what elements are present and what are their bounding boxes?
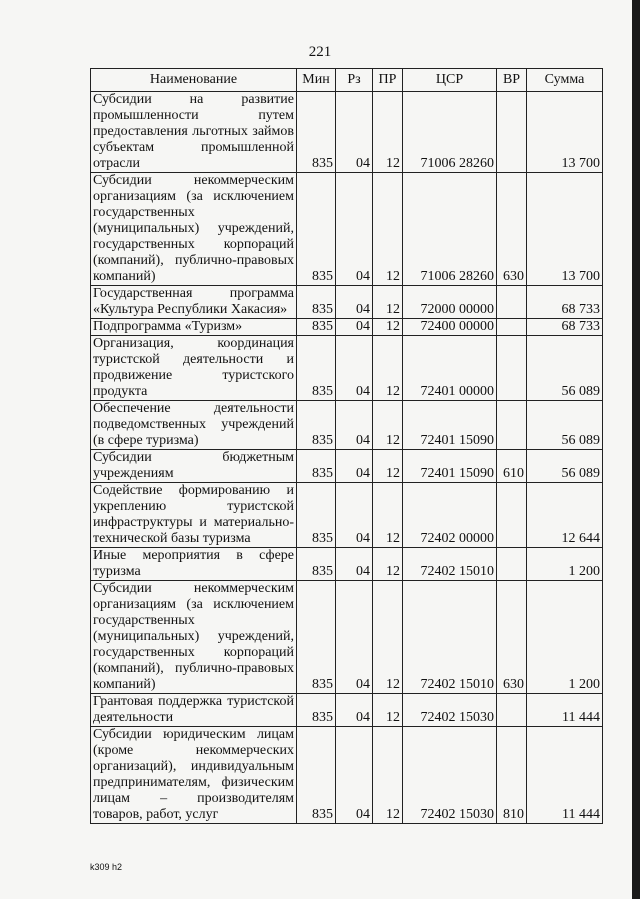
- row-pr: 12: [373, 694, 403, 727]
- row-pr: 12: [373, 336, 403, 401]
- table-row: [91, 694, 603, 727]
- row-csr: 72402 00000: [403, 483, 497, 548]
- row-sum: 11 444: [527, 694, 603, 727]
- row-min: 835: [297, 319, 336, 336]
- row-sum: 56 089: [527, 450, 603, 483]
- row-sum: 68 733: [527, 286, 603, 319]
- row-rz: 04: [336, 286, 373, 319]
- row-name: Подпрограмма «Туризм»: [91, 319, 297, 336]
- row-sum: 13 700: [527, 173, 603, 286]
- header-csr: ЦСР: [403, 69, 497, 92]
- row-vr: 610: [497, 450, 527, 483]
- row-vr: [497, 336, 527, 401]
- header-vr: ВР: [497, 69, 527, 92]
- row-vr: [497, 319, 527, 336]
- scan-edge: [632, 0, 640, 899]
- row-min: 835: [297, 581, 336, 694]
- row-min: 835: [297, 727, 336, 824]
- row-pr: 12: [373, 727, 403, 824]
- row-name: Иные мероприятия в сфере туризма: [91, 548, 297, 581]
- row-pr: 12: [373, 319, 403, 336]
- row-pr: 12: [373, 286, 403, 319]
- row-name: Субсидии юридическим лицам (кроме некоммерческих организаций), индивидуальным предпринимателям, физическим лицам – производителям товаров, работ, услуг: [91, 727, 297, 824]
- table-row: [91, 727, 603, 824]
- row-csr: 72402 15030: [403, 727, 497, 824]
- header-rz: Рз: [336, 69, 373, 92]
- row-sum: 12 644: [527, 483, 603, 548]
- row-csr: 72401 15090: [403, 450, 497, 483]
- row-min: 835: [297, 92, 336, 173]
- table-row: [91, 450, 603, 483]
- table-row: [91, 401, 603, 450]
- row-min: 835: [297, 548, 336, 581]
- row-sum: 56 089: [527, 336, 603, 401]
- row-csr: 72000 00000: [403, 286, 497, 319]
- row-min: 835: [297, 401, 336, 450]
- table-row: [91, 483, 603, 548]
- row-vr: [497, 401, 527, 450]
- row-name: Субсидии некоммерческим организациям (за исключением государственных (муниципальных) учреждений, государственных корпораций (компаний), публично-правовых компаний): [91, 173, 297, 286]
- row-name: Обеспечение деятельности подведомственных учреждений (в сфере туризма): [91, 401, 297, 450]
- row-vr: [497, 548, 527, 581]
- header-min: Мин: [297, 69, 336, 92]
- row-min: 835: [297, 450, 336, 483]
- row-rz: 04: [336, 336, 373, 401]
- row-name: Государственная программа «Культура Республики Хакасия»: [91, 286, 297, 319]
- row-pr: 12: [373, 581, 403, 694]
- row-pr: 12: [373, 401, 403, 450]
- row-csr: 71006 28260: [403, 173, 497, 286]
- row-rz: 04: [336, 548, 373, 581]
- row-min: 835: [297, 173, 336, 286]
- row-sum: 56 089: [527, 401, 603, 450]
- row-min: 835: [297, 483, 336, 548]
- row-name: Субсидии бюджетным учреждениям: [91, 450, 297, 483]
- row-rz: 04: [336, 483, 373, 548]
- row-sum: 1 200: [527, 581, 603, 694]
- table-row: [91, 173, 603, 286]
- row-min: 835: [297, 286, 336, 319]
- row-name: Субсидии некоммерческим организациям (за исключением государственных (муниципальных) учреждений, государственных корпораций (компаний), публично-правовых компаний): [91, 581, 297, 694]
- row-vr: [497, 92, 527, 173]
- row-vr: [497, 286, 527, 319]
- row-csr: 72402 15010: [403, 581, 497, 694]
- row-pr: 12: [373, 548, 403, 581]
- footer-code: k309 h2: [90, 862, 123, 872]
- row-vr: [497, 694, 527, 727]
- row-min: 835: [297, 336, 336, 401]
- row-name: Организация, координация туристской деятельности и продвижение туристского продукта: [91, 336, 297, 401]
- row-rz: 04: [336, 92, 373, 173]
- row-csr: 72400 00000: [403, 319, 497, 336]
- row-rz: 04: [336, 727, 373, 824]
- row-pr: 12: [373, 173, 403, 286]
- budget-table: [90, 68, 603, 824]
- row-vr: [497, 483, 527, 548]
- row-sum: 1 200: [527, 548, 603, 581]
- row-rz: 04: [336, 173, 373, 286]
- row-pr: 12: [373, 92, 403, 173]
- row-pr: 12: [373, 483, 403, 548]
- table-row: [91, 92, 603, 173]
- row-csr: 72401 00000: [403, 336, 497, 401]
- table-row: [91, 548, 603, 581]
- row-pr: 12: [373, 450, 403, 483]
- table-row: [91, 336, 603, 401]
- header-name: Наименование: [91, 69, 297, 92]
- row-rz: 04: [336, 694, 373, 727]
- table-header-row: [91, 69, 603, 92]
- row-min: 835: [297, 694, 336, 727]
- header-sum: Сумма: [527, 69, 603, 92]
- table-row: [91, 581, 603, 694]
- row-vr: 630: [497, 581, 527, 694]
- row-rz: 04: [336, 450, 373, 483]
- row-name: Содействие формированию и укреплению туристской инфраструктуры и материально-технической базы туризма: [91, 483, 297, 548]
- header-pr: ПР: [373, 69, 403, 92]
- row-rz: 04: [336, 581, 373, 694]
- row-sum: 68 733: [527, 319, 603, 336]
- table-row: [91, 286, 603, 319]
- row-csr: 72401 15090: [403, 401, 497, 450]
- row-sum: 13 700: [527, 92, 603, 173]
- row-csr: 72402 15030: [403, 694, 497, 727]
- row-vr: 630: [497, 173, 527, 286]
- row-rz: 04: [336, 319, 373, 336]
- row-csr: 71006 28260: [403, 92, 497, 173]
- page-number: 221: [308, 44, 332, 60]
- row-rz: 04: [336, 401, 373, 450]
- row-vr: 810: [497, 727, 527, 824]
- row-name: Субсидии на развитие промышленности путем предоставления льготных займов субъектам промышленной отрасли: [91, 92, 297, 173]
- row-sum: 11 444: [527, 727, 603, 824]
- row-csr: 72402 15010: [403, 548, 497, 581]
- row-name: Грантовая поддержка туристской деятельности: [91, 694, 297, 727]
- table-row: [91, 319, 603, 336]
